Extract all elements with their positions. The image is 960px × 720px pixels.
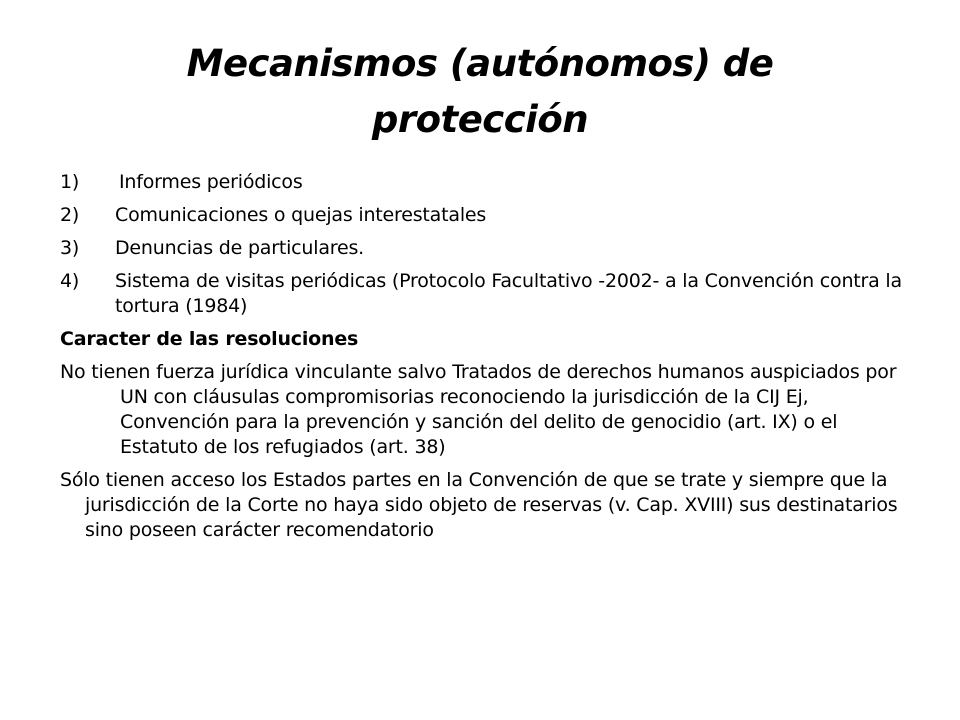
paragraph-access: Sólo tienen acceso los Estados partes en la Convención de que se trate y siempre que la jurisdicción de la Corte no haya sido objeto de reservas (v. Cap. XVIII) sus destinatarios sino poseen carácter recomendatorio: [60, 469, 898, 541]
slide-content: [60, 170, 910, 551]
list-item-number: 2): [60, 204, 80, 226]
list-item: [60, 170, 910, 195]
list-item: [60, 236, 910, 261]
list-item-text: Denuncias de particulares.: [115, 237, 365, 259]
list-item: [60, 203, 910, 228]
list-item-number: 3): [60, 237, 80, 259]
list-item-text: Comunicaciones o quejas interestatales: [115, 204, 487, 226]
list-item-text: Sistema de visitas periódicas (Protocolo Facultativo -2002- a la Convención contra la tortura (1984): [115, 270, 902, 317]
mechanisms-list: [60, 170, 910, 319]
list-item-text: Informes periódicos: [119, 171, 303, 193]
paragraph-binding-force: No tienen fuerza jurídica vinculante salvo Tratados de derechos humanos auspiciados por UN con cláusulas compromisorias reconociendo la jurisdicción de la CIJ Ej, Convención para la prevención y sanción del delito de genocidio (art. IX) o el Estatuto de los refugiados (art. 38): [60, 361, 897, 458]
slide-title: Mecanismos (autónomos) de protección: [186, 42, 774, 141]
list-item: [60, 269, 910, 319]
list-item-number: 1): [60, 171, 80, 193]
list-item-number: 4): [60, 270, 80, 292]
resolutions-heading: Caracter de las resoluciones: [60, 328, 359, 350]
